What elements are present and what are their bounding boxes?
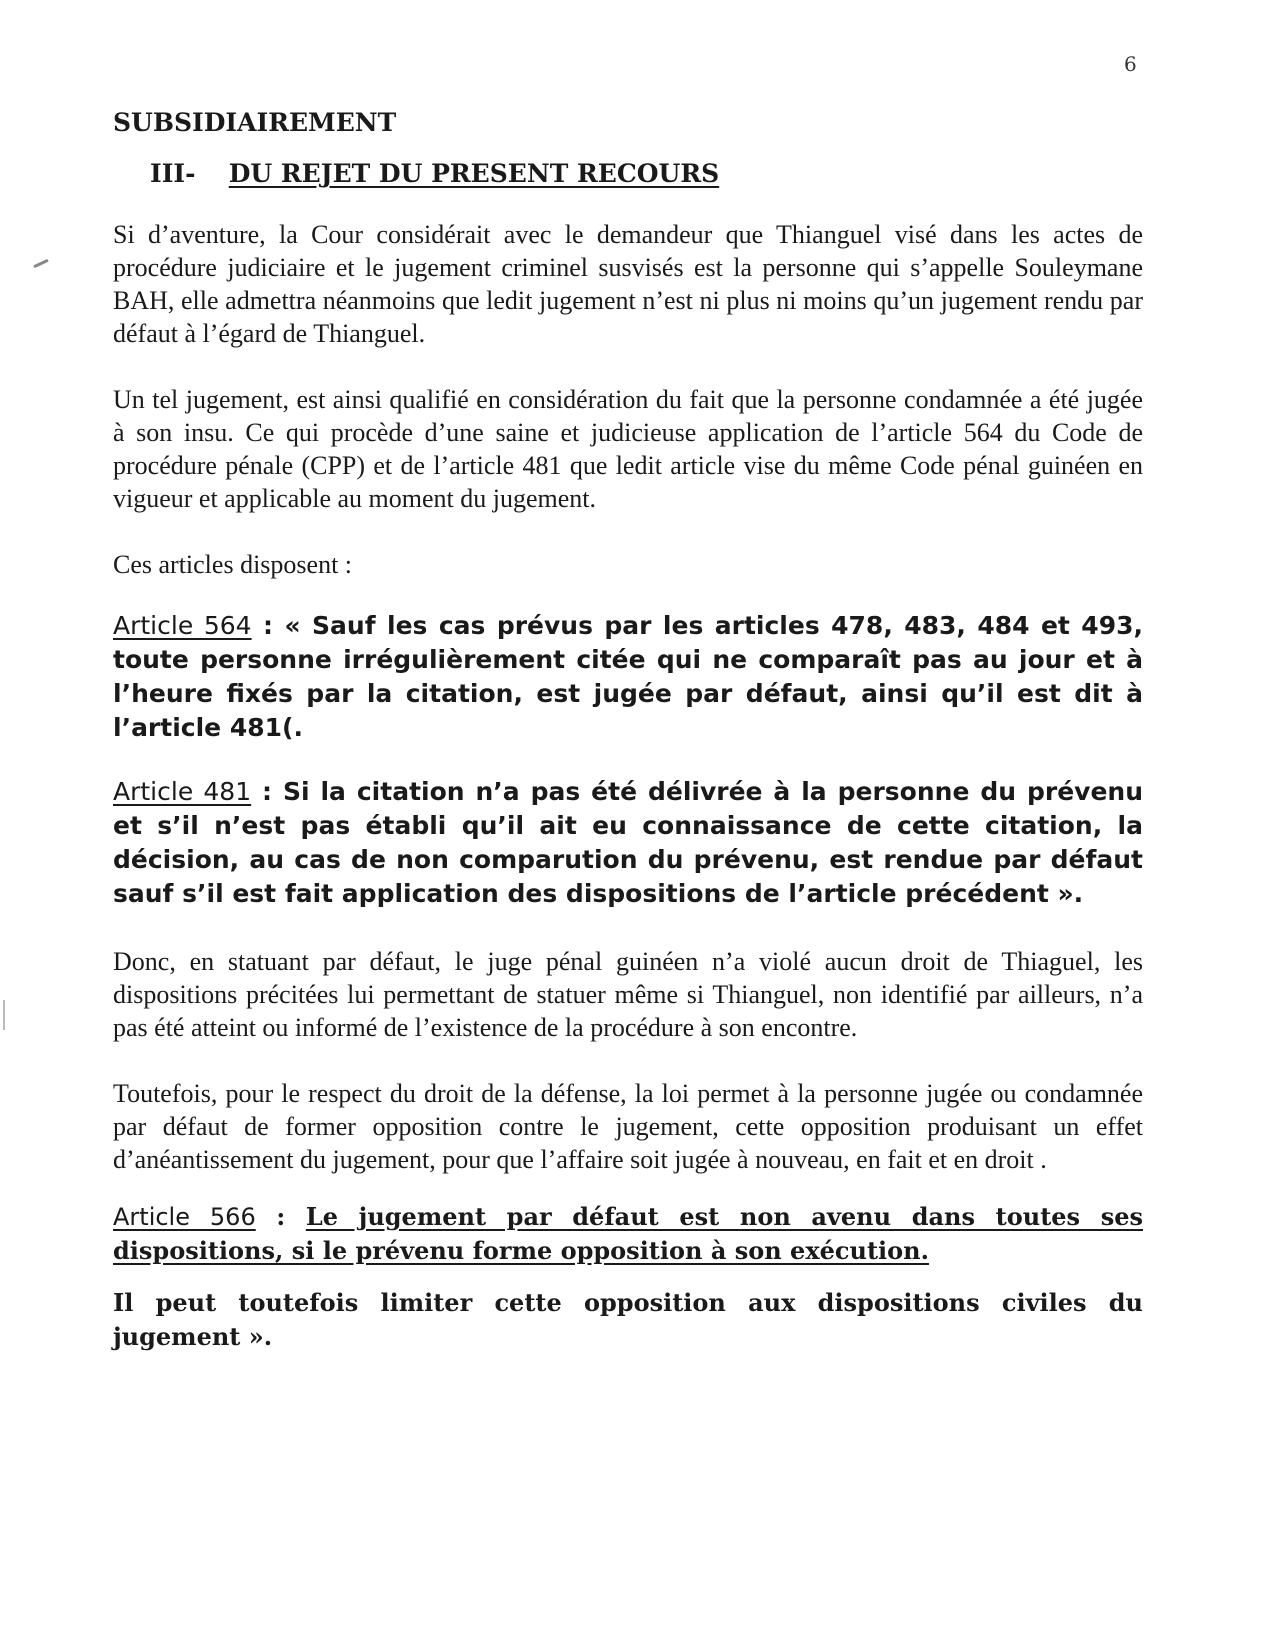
scan-mark <box>3 1000 5 1030</box>
article-ref: Article 566 <box>113 1203 256 1231</box>
paragraph: Donc, en statuant par défaut, le juge pénal guinéen n’a violé aucun droit de Thiaguel, les dispositions précitées lui permettant de statuer même si Thianguel, non identifié par ailleurs, n’a pas été atteint ou informé de l’existence de la procédure à son encontre. <box>113 947 1143 1042</box>
scan-mark <box>33 259 49 268</box>
article-564 <box>113 609 1143 745</box>
article-ref: Article 481 <box>113 777 252 806</box>
article-text: : « Sauf les cas prévus par les articles 478, 483, 484 et 493, toute personne irrégulièrement citée qui ne comparaît pas au jour et à l’heure fixés par la citation, est jugée par défaut, ainsi qu’il est dit à l’article 481(. <box>113 611 1143 742</box>
subsection-heading <box>113 159 1143 188</box>
article-ref: Article 564 <box>113 611 252 640</box>
page-number: 6 <box>1124 52 1137 76</box>
article-separator: : <box>255 1202 306 1231</box>
document-body <box>113 108 1143 1380</box>
article-text: Le jugement par défaut est non avenu dans toutes ses dispositions, si le prévenu forme opposition à son exécution. <box>113 1202 1143 1265</box>
article-566-continued: Il peut toutefois limiter cette opposition aux dispositions civiles du jugement ». <box>113 1288 1143 1351</box>
subsection-title: DU REJET DU PRESENT RECOURS <box>228 159 720 188</box>
article-481 <box>113 775 1143 911</box>
section-heading: SUBSIDIAIREMENT <box>113 108 397 137</box>
article-566 <box>113 1200 1143 1268</box>
article-text: : Si la citation n’a pas été délivrée à la personne du prévenu et s’il n’est pas établi qu’il ait eu connaissance de cette citation, la décision, au cas de non comparution du prévenu, est rendue par défaut sauf s’il est fait application des dispositions de l’article précédent ». <box>113 777 1143 908</box>
paragraph: Ces articles disposent : <box>113 550 353 579</box>
paragraph: Toutefois, pour le respect du droit de la défense, la loi permet à la personne jugée ou condamnée par défaut de former opposition contre le jugement, cette opposition produisant un effet d’anéantissement du jugement, pour que l’affaire soit jugée à nouveau, en fait et en droit . <box>113 1079 1143 1174</box>
paragraph: Un tel jugement, est ainsi qualifié en considération du fait que la personne condamnée a été jugée à son insu. Ce qui procède d’une saine et judicieuse application de l’article 564 du Code de procédure pénale (CPP) et de l’article 481 que ledit article vise du même Code pénal guinéen en vigueur et applicable au moment du jugement. <box>113 385 1143 513</box>
subsection-number: III- <box>150 159 196 188</box>
paragraph: Si d’aventure, la Cour considérait avec le demandeur que Thianguel visé dans les actes de procédure judiciaire et le jugement criminel susvisés est la personne qui s’appelle Souleymane BAH, elle admettra néanmoins que ledit jugement n’est ni plus ni moins qu’un jugement rendu par défaut à l’égard de Thianguel. <box>113 220 1143 348</box>
